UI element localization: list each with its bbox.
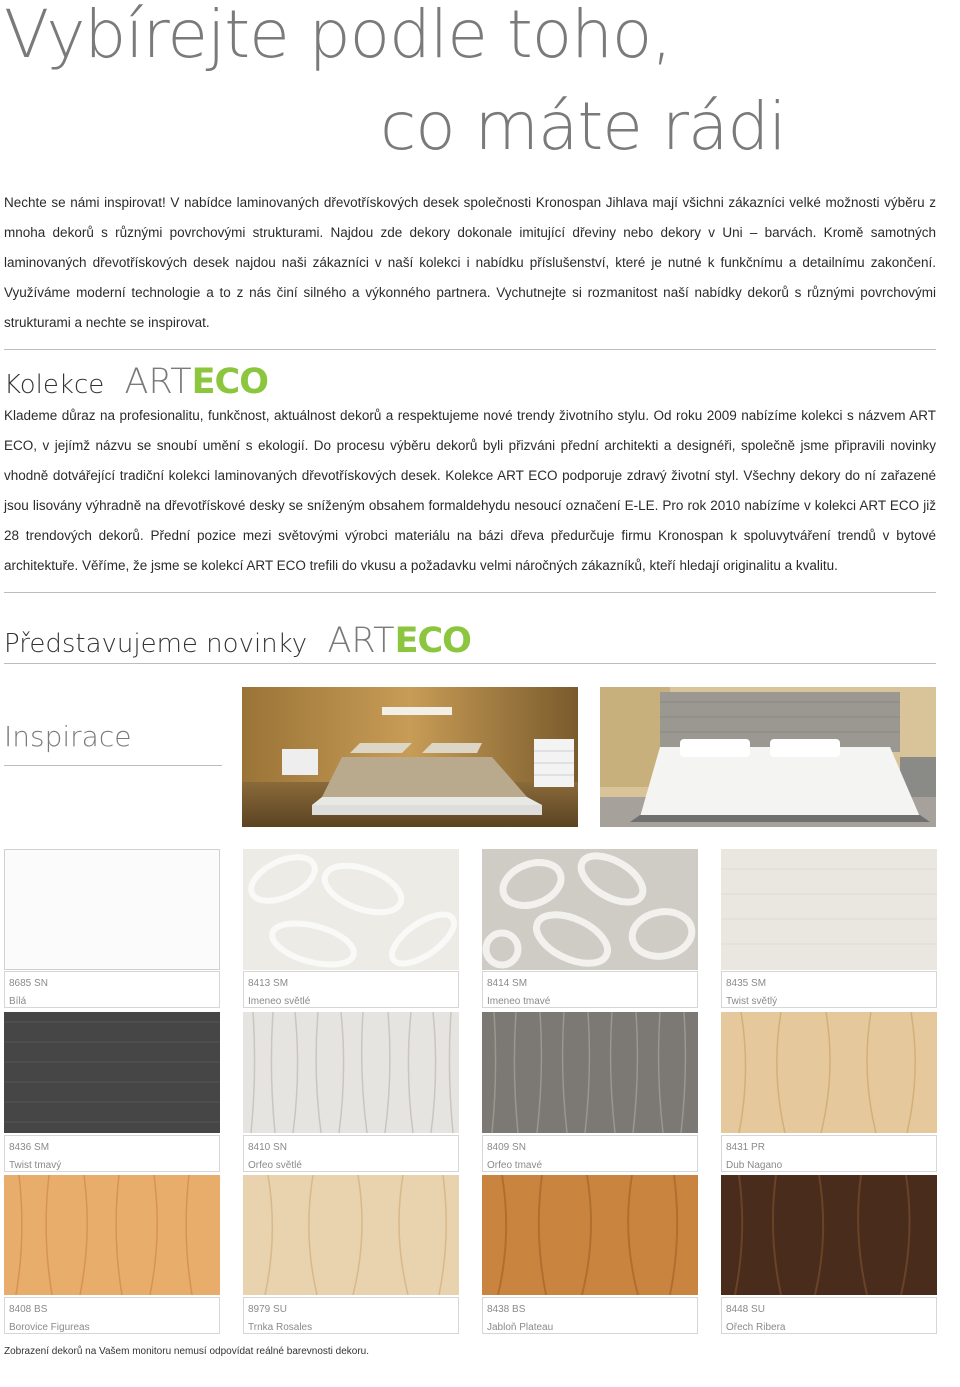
decor-name: Trnka Rosales [248, 1322, 313, 1333]
decor-code: 8431 PR [726, 1142, 765, 1153]
decor-swatch [243, 1175, 459, 1295]
divider-1 [4, 349, 936, 350]
decor-texture [4, 1175, 220, 1295]
decor-texture [721, 1012, 937, 1133]
decor-name: Imeneo světlé [248, 996, 311, 1007]
footnote: Zobrazení dekorů na Vašem monitoru nemusí odpovídat reálné barevnosti dekoru. [4, 1346, 370, 1357]
decor-label [4, 971, 220, 1008]
decor-texture [5, 850, 219, 969]
decor-swatch [4, 1175, 220, 1295]
page-heading-line2: co máte rádi [380, 88, 786, 165]
decor-texture [482, 1012, 698, 1133]
decor-code: 8685 SN [9, 978, 48, 989]
decor-label [4, 1135, 220, 1172]
decor-swatch [482, 849, 698, 970]
decor-label [243, 1135, 459, 1172]
decor-name: Dub Nagano [726, 1160, 783, 1171]
decor-code: 8438 BS [487, 1304, 526, 1315]
decor-swatch [243, 1012, 459, 1133]
decor-code: 8435 SM [726, 978, 767, 989]
bedroom-photo-1-image [242, 687, 578, 827]
decor-label [482, 1297, 698, 1334]
decor-swatch [482, 1012, 698, 1133]
novelties-title-text: Představujeme novinky [4, 629, 308, 659]
collection-title [4, 360, 268, 407]
divider-3 [4, 663, 936, 664]
decor-swatch [243, 849, 459, 970]
decor-swatch [721, 849, 937, 970]
decor-texture [482, 1175, 698, 1295]
decor-swatch [721, 1175, 937, 1295]
novelties-title [4, 619, 471, 666]
decor-code: 8448 SU [726, 1304, 765, 1315]
decor-label [243, 1297, 459, 1334]
decor-code: 8409 SN [487, 1142, 526, 1153]
decor-label [721, 1135, 937, 1172]
decor-texture [243, 849, 459, 970]
decor-name: Imeneo tmavé [487, 996, 551, 1007]
decor-name: Orfeo tmavé [487, 1160, 543, 1171]
arteco-logo-2 [327, 621, 470, 661]
decor-code: 8413 SM [248, 978, 289, 989]
decor-swatch [721, 1012, 937, 1133]
logo-eco: ECO [191, 362, 268, 402]
intro-paragraph: Nechte se námi inspirovat! V nabídce laminovaných dřevotřískových desek společnosti Kronospan Jihlava mají všichni zákazníci velké možnosti výběru z mnoha dekorů s různými povrchovými strukturami. Najdou zde dekory dokonale imitující dřeviny nebo dekory v Uni – barvách. Kromě samotných laminovaných dřevotřískových desek najdou naši zákazníci v naší kolekci i nabídku příslušenství, které je nutné k funkčnímu a detailnímu zakončení. Využíváme moderní technologie a to z nás činí silného a výkonného partnera. Vychutnejte si rozmanitost naší nabídky dekorů s různými povrchovými strukturami a nechte se inspirovat. [4, 195, 936, 330]
bedroom-photo-2 [600, 687, 936, 827]
decor-texture [4, 1012, 220, 1133]
inspiration-title: Inspirace [4, 720, 132, 753]
bedroom-photo-2-image [600, 687, 936, 827]
decor-name: Orfeo světlé [248, 1160, 302, 1171]
decor-name: Jabloň Plateau [487, 1322, 554, 1333]
decor-label [243, 971, 459, 1008]
page-heading-line1: Vybírejte podle toho, [4, 0, 672, 73]
decor-texture [721, 849, 937, 970]
decor-name: Borovice Figureas [9, 1322, 90, 1333]
decor-code: 8408 BS [9, 1304, 48, 1315]
decor-swatch [4, 1012, 220, 1133]
decor-code: 8414 SM [487, 978, 528, 989]
decor-texture [243, 1175, 459, 1295]
bedroom-photo-1 [242, 687, 578, 827]
decor-name: Twist světlý [726, 996, 778, 1007]
decor-label [482, 971, 698, 1008]
arteco-logo [125, 362, 268, 402]
decor-code: 8410 SN [248, 1142, 287, 1153]
logo-eco-2: ECO [394, 621, 471, 661]
decor-texture [482, 849, 698, 970]
decor-name: Bílá [9, 996, 27, 1007]
decor-label [721, 1297, 937, 1334]
decor-swatch [482, 1175, 698, 1295]
decor-code: 8436 SM [9, 1142, 50, 1153]
decor-label [482, 1135, 698, 1172]
divider-2 [4, 592, 936, 593]
decor-swatch [4, 849, 220, 970]
logo-art-2: ART [327, 621, 395, 661]
decor-texture [243, 1012, 459, 1133]
inspiration-underline [4, 765, 222, 766]
decor-name: Ořech Ribera [726, 1322, 786, 1333]
decor-label [721, 971, 937, 1008]
logo-art: ART [124, 362, 192, 402]
decor-code: 8979 SU [248, 1304, 287, 1315]
decor-texture [721, 1175, 937, 1295]
decor-label [4, 1297, 220, 1334]
decor-name: Twist tmavý [9, 1160, 62, 1171]
collection-paragraph: Klademe důraz na profesionalitu, funkčnost, aktuálnost dekorů a respektujeme nové trendy životního stylu. Od roku 2009 nabízíme kolekci s názvem ART ECO, v jejímž názvu se snoubí umění s ekologií. Do procesu výběru dekorů byli přizváni přední architekti a designéři, společně jsme připravili novinky vhodně dotvářející tradiční kolekci laminovaných dřevotřískových desek. Kolekce ART ECO podporuje zdravý životní styl. Všechny dekory do ní zařazené jsou lisovány výhradně na dřevotřískové desky se sníženým obsahem formaldehydu nesoucí označení E-LE. Pro rok 2010 nabízíme v kolekci ART ECO již 28 trendových dekorů. Přední pozice mezi světovými výrobci materiálu na bázi dřeva předurčuje firmu Kronospan k spoluvytváření trendů v bytové architektuře. Věříme, že jsme se kolekcí ART ECO trefili do vkusu a požadavku velmi náročných zákazníků, kteří hledají originalitu a kvalitu. [4, 408, 936, 573]
collection-title-text: Kolekce [4, 370, 105, 400]
